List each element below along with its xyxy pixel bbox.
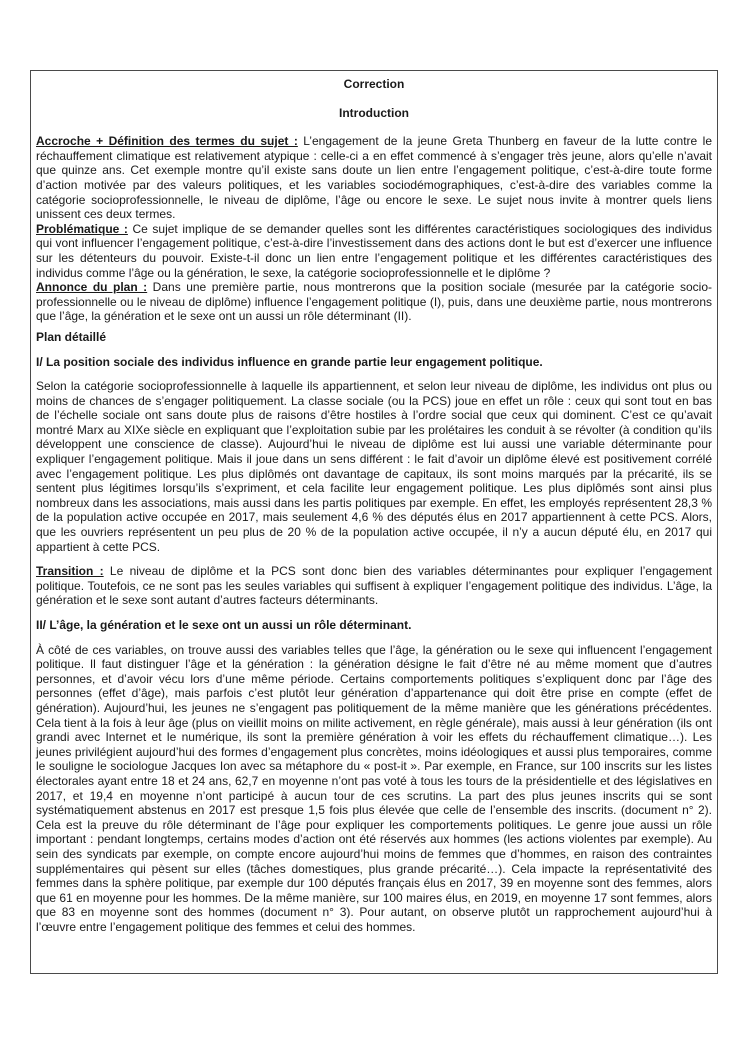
transition-paragraph [36,564,712,608]
problematique-label: Problématique : [36,221,128,236]
correction-box [30,70,718,974]
annonce-text: Dans une première partie, nous montrerons que la position sociale (mesurée par la catégorie socio-professionnelle ou le niveau de diplôme) influence l’engagement politique (I), puis, dans une deuxième partie, nous montrerons que l’âge, la génération et le sexe ont un aussi un rôle déterminant (II). [36,280,712,324]
part1-heading: I/ La position sociale des individus influence en grande partie leur engagement politique. [36,354,543,369]
problematique-text: Ce sujet implique de se demander quelles sont les différentes caractéristiques sociologiques des individus qui vont influencer l’engagement politique, c’est-à-dire l’investissement dans des actions dont le but est d’exercer une influence sur les détenteurs du pouvoir. Existe-t-il donc un lien entre l’engagement politique et les différentes caractéristiques des individus comme l’âge ou la génération, le sexe, la catégorie socioprofessionnelle et le diplôme ? [36,221,712,280]
part2-heading: II/ L’âge, la génération et le sexe ont un aussi un rôle déterminant. [36,618,412,632]
problematique-paragraph [36,222,712,280]
transition-label: Transition : [36,564,104,579]
accroche-label: Accroche + Définition des termes du sujet : [36,134,298,149]
document-title: Correction [343,77,405,91]
annonce-paragraph [36,280,712,324]
part1-paragraph: Selon la catégorie socioprofessionnelle à laquelle ils appartiennent, et selon leur niveau de diplôme, les individus ont plus ou moins de chances de s’engager politiquement. La classe sociale (ou la PCS) joue en effet un rôle : ceux qui sont tout en bas de l’échelle sociale ont sans doute plus de raisons d’être hostiles à l’ordre social que ceux qui dominent. C’est ce qu’avait montré Marx au XIXe siècle en expliquant que l’exploitation subie par les prolétaires les conduit à se révolter (à condition qu’ils développent une conscience de classe). Aujourd’hui le niveau de diplôme est lui aussi une variable déterminante pour expliquer l’engagement politique. Mais il joue dans un sens différent : le fait d’avoir un diplôme élevé est positivement corrélé avec l’engagement politique. Les plus diplômés ont davantage de capitaux, ils sont moins marqués par la précarité, ils se sentent plus légitimes lorsqu’ils s’expriment, et cela facilite leur engagement politique. Les plus diplômés sont ainsi plus nombreux dans les associations, mais aussi dans les partis politiques par exemple. En effet, les employés représentent 28,3 % de la population active occupée en 2017, mais seulement 4,6 % des députés élus en 2017 appartiennent à cette PCS. Alors, que les ouvriers représentent un peu plus de 20 % de la population active occupée, il n’y a aucun député élu, en 2017 qui appartient à cette PCS. [36,379,712,554]
plan-heading: Plan détaillé [36,329,107,344]
part2-paragraph: À côté de ces variables, on trouve aussi des variables telles que l’âge, la génération ou le sexe qui influencent l’engagement politique. Il faut distinguer l’âge et la génération : la génération désigne le fait d’être né au même moment que d’autres personnes, et d’avoir vécu lors d’une même période. Certains comportements politiques s’expliquent donc par l’âge des personnes (effet d’âge), mais parfois c’est plutôt leur génération d’appartenance qui doit être prise en compte (effet de génération). Aujourd’hui, les jeunes ne s’engagent pas politiquement de la même manière que les générations précédentes. Cela tient à la fois à leur âge (plus on vieillit moins on milite activement, en règle générale), mais aussi à leur génération (ils ont grandi avec Internet et le numérique, ils sont la première génération à voir les effets du réchauffement climatique…). Les jeunes privilégient aujourd’hui des formes d’engagement plus concrètes, moins idéologiques et aussi plus temporaires, comme le souligne le sociologue Jacques Ion avec sa métaphore du « post-it ». Par exemple, en France, sur 100 inscrits sur les listes électorales ayant entre 18 et 24 ans, 62,7 en moyenne n’ont pas voté à tous les tours de la présidentielle et des législatives en 2017, et 19,4 en moyenne n’ont participé à aucun tour de ces scrutins. La part des plus jeunes inscrits qui se sont systématiquement abstenus en 2017 est presque 1,5 fois plus élevée que celle de l’ensemble des inscrits. (document n° 2). Cela est la preuve du rôle déterminant de l’âge pour expliquer les comportements politiques. Le genre joue aussi un rôle important : pendant longtemps, certains modes d’action ont été réservés aux hommes (les actions violentes par exemple). Au sein des syndicats par exemple, on compte encore aujourd’hui moins de femmes que d’hommes, en raison des contraintes supplémentaires qui pèsent sur elles (tâches domestiques, plus grande précarité…). Cela impacte la représentativité des femmes dans la sphère politique, par exemple dur 100 députés français élus en 2017, 39 en moyenne sont des femmes, alors que 61 en moyenne pour les hommes. De la même manière, sur 100 maires élus, en 2019, en moyenne 17 sont femmes, alors que 83 en moyenne sont des hommes (document n° 3). Pour autant, on observe plutôt un rapprochement aujourd’hui à l’œuvre entre l’engagement politique des femmes et celui des hommes. [36,642,712,934]
transition-text: Le niveau de diplôme et la PCS sont donc bien des variables déterminantes pour expliquer l’engagement politique. Toutefois, ce ne sont pas les seules variables qui suffisent à expliquer l’engagement politique des individus. L’âge, la génération et le sexe sont autant d’autres facteurs déterminants. [36,564,712,608]
accroche-paragraph [36,134,712,222]
annonce-label: Annonce du plan : [36,280,148,295]
introduction-heading: Introduction [339,105,409,120]
accroche-text: L’engagement de la jeune Greta Thunberg en faveur de la lutte contre le réchauffement climatique est relativement atypique : celle-ci a en effet commencé à s’engager très jeune, alors qu’elle n’avait que quinze ans. Cet exemple montre qu’il existe sans doute un lien entre l’engagement politique, c’est-à-dire toute forme d’action motivée par des valeurs politiques, et les variables sociodémographiques, c’est-à-dire des variables comme la catégorie socioprofessionnelle, le niveau de diplôme, l’âge ou encore le sexe. Le sujet nous invite à montrer quels liens unissent ces deux termes. [36,134,712,222]
